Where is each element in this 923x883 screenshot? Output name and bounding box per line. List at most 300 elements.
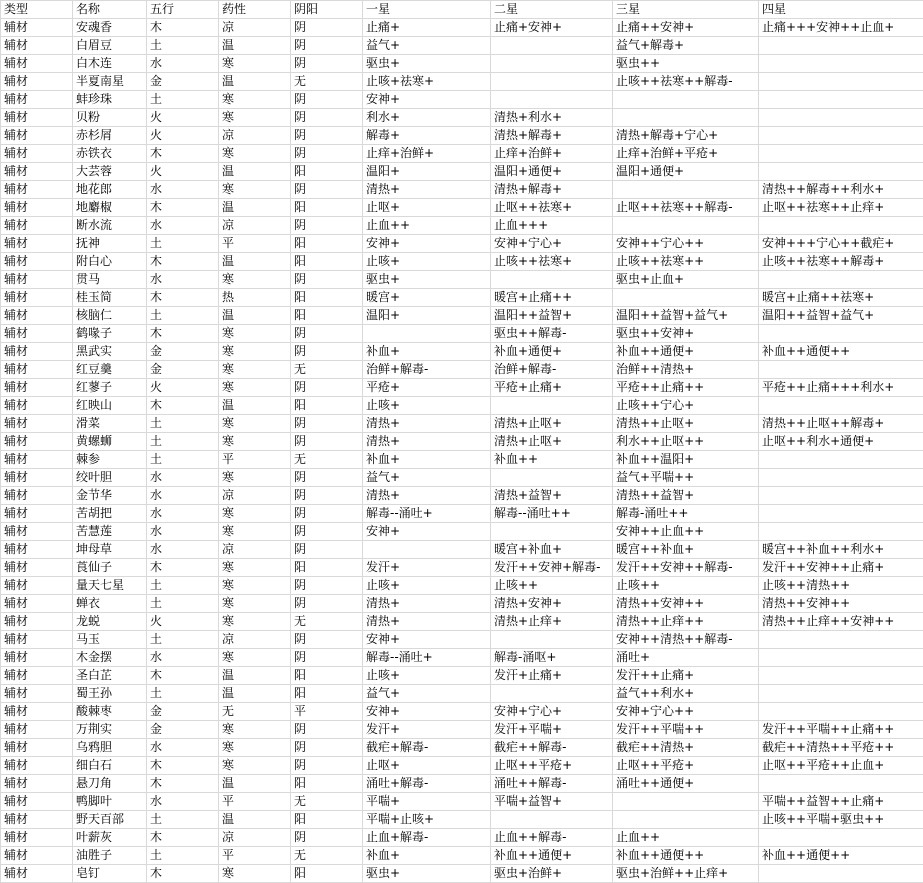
cell-name[interactable]: 滑菜 [73, 415, 147, 433]
cell-star2[interactable] [491, 55, 613, 73]
cell-star2[interactable]: 清热+解毒+ [491, 127, 613, 145]
cell-type[interactable]: 辅材 [1, 829, 73, 847]
cell-name[interactable]: 金节华 [73, 487, 147, 505]
cell-star2[interactable]: 温阳+通便+ [491, 163, 613, 181]
header-element[interactable]: 五行 [147, 1, 219, 19]
cell-star1[interactable]: 驱虫+ [363, 55, 491, 73]
cell-nature[interactable]: 凉 [219, 19, 291, 37]
cell-star4[interactable]: 暖宫++补血++利水+ [759, 541, 923, 559]
cell-star3[interactable]: 驱虫++安神+ [613, 325, 759, 343]
cell-element[interactable]: 金 [147, 361, 219, 379]
cell-nature[interactable]: 温 [219, 685, 291, 703]
cell-star4[interactable] [759, 163, 923, 181]
cell-name[interactable]: 红豆羹 [73, 361, 147, 379]
cell-element[interactable]: 土 [147, 37, 219, 55]
cell-star2[interactable]: 清热+止呕+ [491, 415, 613, 433]
cell-type[interactable]: 辅材 [1, 703, 73, 721]
cell-yinyang[interactable]: 阴 [291, 415, 363, 433]
cell-star1[interactable]: 清热+ [363, 433, 491, 451]
cell-star2[interactable]: 截疟++解毒- [491, 739, 613, 757]
cell-nature[interactable]: 寒 [219, 361, 291, 379]
cell-star3[interactable] [613, 217, 759, 235]
cell-nature[interactable]: 凉 [219, 127, 291, 145]
cell-type[interactable]: 辅材 [1, 271, 73, 289]
cell-star3[interactable]: 清热++安神++ [613, 595, 759, 613]
cell-type[interactable]: 辅材 [1, 73, 73, 91]
cell-yinyang[interactable]: 阴 [291, 829, 363, 847]
cell-element[interactable]: 木 [147, 289, 219, 307]
header-type[interactable]: 类型 [1, 1, 73, 19]
cell-star3[interactable]: 止咳++ [613, 577, 759, 595]
cell-star2[interactable]: 驱虫++解毒- [491, 325, 613, 343]
cell-star4[interactable]: 止痛+++安神++止血+ [759, 19, 923, 37]
cell-nature[interactable]: 寒 [219, 145, 291, 163]
cell-element[interactable]: 木 [147, 253, 219, 271]
cell-yinyang[interactable]: 阴 [291, 145, 363, 163]
cell-yinyang[interactable]: 阴 [291, 433, 363, 451]
cell-type[interactable]: 辅材 [1, 613, 73, 631]
cell-star2[interactable]: 止痛+安神+ [491, 19, 613, 37]
cell-nature[interactable]: 寒 [219, 865, 291, 883]
cell-element[interactable]: 水 [147, 541, 219, 559]
cell-star2[interactable]: 清热+益智+ [491, 487, 613, 505]
cell-element[interactable]: 木 [147, 397, 219, 415]
cell-type[interactable]: 辅材 [1, 217, 73, 235]
cell-star4[interactable] [759, 631, 923, 649]
cell-star2[interactable]: 止咳++ [491, 577, 613, 595]
cell-type[interactable]: 辅材 [1, 109, 73, 127]
cell-yinyang[interactable]: 无 [291, 793, 363, 811]
cell-star3[interactable]: 发汗++止痛+ [613, 667, 759, 685]
cell-type[interactable]: 辅材 [1, 127, 73, 145]
cell-star4[interactable] [759, 325, 923, 343]
cell-star3[interactable]: 止呕++祛寒++解毒- [613, 199, 759, 217]
cell-type[interactable]: 辅材 [1, 541, 73, 559]
cell-star3[interactable]: 安神+宁心++ [613, 703, 759, 721]
cell-name[interactable]: 龙蜕 [73, 613, 147, 631]
cell-star4[interactable]: 清热++止痒++安神++ [759, 613, 923, 631]
cell-yinyang[interactable]: 阴 [291, 595, 363, 613]
cell-nature[interactable]: 寒 [219, 595, 291, 613]
cell-star4[interactable] [759, 91, 923, 109]
cell-star2[interactable] [491, 469, 613, 487]
cell-element[interactable]: 木 [147, 757, 219, 775]
cell-element[interactable]: 水 [147, 739, 219, 757]
cell-nature[interactable]: 寒 [219, 613, 291, 631]
cell-yinyang[interactable]: 无 [291, 73, 363, 91]
cell-yinyang[interactable]: 阴 [291, 109, 363, 127]
cell-nature[interactable]: 寒 [219, 739, 291, 757]
cell-nature[interactable]: 温 [219, 775, 291, 793]
cell-nature[interactable]: 寒 [219, 649, 291, 667]
cell-nature[interactable]: 凉 [219, 631, 291, 649]
cell-name[interactable]: 半夏南星 [73, 73, 147, 91]
cell-element[interactable]: 木 [147, 667, 219, 685]
cell-star2[interactable]: 安神+宁心+ [491, 703, 613, 721]
cell-star4[interactable]: 暖宫+止痛++祛寒+ [759, 289, 923, 307]
cell-element[interactable]: 水 [147, 271, 219, 289]
cell-element[interactable]: 土 [147, 685, 219, 703]
cell-yinyang[interactable]: 阳 [291, 253, 363, 271]
cell-type[interactable]: 辅材 [1, 595, 73, 613]
cell-star1[interactable]: 止血+解毒- [363, 829, 491, 847]
cell-star3[interactable]: 发汗++平喘++ [613, 721, 759, 739]
cell-name[interactable]: 白眉豆 [73, 37, 147, 55]
cell-name[interactable]: 蝉衣 [73, 595, 147, 613]
cell-star4[interactable]: 补血++通便++ [759, 847, 923, 865]
cell-star2[interactable]: 补血++通便+ [491, 847, 613, 865]
header-star1[interactable]: 一星 [363, 1, 491, 19]
cell-type[interactable]: 辅材 [1, 811, 73, 829]
cell-star3[interactable] [613, 793, 759, 811]
cell-star4[interactable]: 安神+++宁心++截疟+ [759, 235, 923, 253]
cell-star4[interactable] [759, 37, 923, 55]
cell-type[interactable]: 辅材 [1, 721, 73, 739]
cell-star4[interactable]: 止呕++平疮++止血+ [759, 757, 923, 775]
cell-nature[interactable]: 温 [219, 307, 291, 325]
cell-nature[interactable]: 平 [219, 793, 291, 811]
cell-name[interactable]: 白木连 [73, 55, 147, 73]
cell-star3[interactable] [613, 811, 759, 829]
cell-element[interactable]: 金 [147, 721, 219, 739]
cell-star2[interactable]: 清热+止呕+ [491, 433, 613, 451]
cell-star1[interactable]: 止痒+治鲜+ [363, 145, 491, 163]
cell-star2[interactable]: 暖宫+止痛++ [491, 289, 613, 307]
cell-type[interactable]: 辅材 [1, 847, 73, 865]
cell-type[interactable]: 辅材 [1, 451, 73, 469]
cell-star4[interactable]: 清热++安神++ [759, 595, 923, 613]
cell-star4[interactable] [759, 217, 923, 235]
cell-star3[interactable]: 驱虫++ [613, 55, 759, 73]
cell-type[interactable]: 辅材 [1, 559, 73, 577]
cell-star2[interactable]: 解毒-涌呕+ [491, 649, 613, 667]
cell-star4[interactable] [759, 487, 923, 505]
cell-star1[interactable]: 治鲜+解毒- [363, 361, 491, 379]
cell-star3[interactable]: 止痒+治鲜+平疮+ [613, 145, 759, 163]
cell-name[interactable]: 鹤喙子 [73, 325, 147, 343]
cell-type[interactable]: 辅材 [1, 685, 73, 703]
cell-nature[interactable]: 温 [219, 253, 291, 271]
cell-star2[interactable]: 止痒+治鲜+ [491, 145, 613, 163]
cell-name[interactable]: 安魂香 [73, 19, 147, 37]
cell-star1[interactable]: 止咳+ [363, 397, 491, 415]
cell-name[interactable]: 黄螺蛳 [73, 433, 147, 451]
cell-star1[interactable]: 涌吐+解毒- [363, 775, 491, 793]
cell-name[interactable]: 油胜子 [73, 847, 147, 865]
cell-type[interactable]: 辅材 [1, 37, 73, 55]
cell-star1[interactable]: 益气+ [363, 685, 491, 703]
header-nature[interactable]: 药性 [219, 1, 291, 19]
cell-star3[interactable]: 止咳++祛寒++解毒- [613, 73, 759, 91]
cell-star2[interactable]: 止血++解毒- [491, 829, 613, 847]
cell-nature[interactable]: 寒 [219, 91, 291, 109]
cell-star1[interactable]: 补血+ [363, 451, 491, 469]
cell-element[interactable]: 木 [147, 325, 219, 343]
cell-yinyang[interactable]: 阴 [291, 19, 363, 37]
cell-name[interactable]: 红蓼子 [73, 379, 147, 397]
cell-type[interactable]: 辅材 [1, 379, 73, 397]
cell-star3[interactable]: 清热+解毒+宁心+ [613, 127, 759, 145]
cell-nature[interactable]: 寒 [219, 181, 291, 199]
cell-star3[interactable]: 发汗++安神++解毒- [613, 559, 759, 577]
cell-star3[interactable]: 暖宫++补血+ [613, 541, 759, 559]
cell-star2[interactable]: 补血++ [491, 451, 613, 469]
cell-type[interactable]: 辅材 [1, 163, 73, 181]
cell-type[interactable]: 辅材 [1, 307, 73, 325]
cell-yinyang[interactable]: 阳 [291, 685, 363, 703]
cell-star1[interactable]: 清热+ [363, 613, 491, 631]
cell-star2[interactable]: 止血+++ [491, 217, 613, 235]
cell-yinyang[interactable]: 阴 [291, 217, 363, 235]
cell-star2[interactable]: 清热+解毒+ [491, 181, 613, 199]
cell-element[interactable]: 木 [147, 19, 219, 37]
cell-element[interactable]: 金 [147, 343, 219, 361]
cell-name[interactable]: 乌鸦胆 [73, 739, 147, 757]
cell-star2[interactable]: 暖宫+补血+ [491, 541, 613, 559]
cell-star4[interactable]: 温阳++益智+益气+ [759, 307, 923, 325]
cell-star4[interactable] [759, 523, 923, 541]
cell-star4[interactable] [759, 775, 923, 793]
cell-star2[interactable]: 温阳++益智+ [491, 307, 613, 325]
cell-star4[interactable] [759, 73, 923, 91]
cell-star3[interactable]: 驱虫+止血+ [613, 271, 759, 289]
cell-element[interactable]: 水 [147, 649, 219, 667]
cell-yinyang[interactable]: 阳 [291, 559, 363, 577]
cell-yinyang[interactable]: 阴 [291, 37, 363, 55]
cell-name[interactable]: 苦慧莲 [73, 523, 147, 541]
cell-element[interactable]: 土 [147, 577, 219, 595]
cell-yinyang[interactable]: 阴 [291, 505, 363, 523]
cell-star1[interactable]: 清热+ [363, 595, 491, 613]
cell-star1[interactable]: 补血+ [363, 847, 491, 865]
cell-star2[interactable]: 驱虫+治鲜+ [491, 865, 613, 883]
cell-star3[interactable]: 补血++通便++ [613, 847, 759, 865]
cell-element[interactable]: 火 [147, 163, 219, 181]
cell-nature[interactable]: 寒 [219, 325, 291, 343]
cell-name[interactable]: 大芸蓉 [73, 163, 147, 181]
cell-yinyang[interactable]: 平 [291, 703, 363, 721]
cell-name[interactable]: 蚌珍珠 [73, 91, 147, 109]
cell-star4[interactable] [759, 649, 923, 667]
cell-name[interactable]: 红映山 [73, 397, 147, 415]
cell-yinyang[interactable]: 阳 [291, 811, 363, 829]
cell-nature[interactable]: 平 [219, 235, 291, 253]
cell-yinyang[interactable]: 阴 [291, 577, 363, 595]
cell-type[interactable]: 辅材 [1, 91, 73, 109]
cell-star3[interactable]: 补血++温阳+ [613, 451, 759, 469]
cell-star1[interactable]: 益气+ [363, 469, 491, 487]
cell-star3[interactable]: 止痛++安神+ [613, 19, 759, 37]
cell-star1[interactable]: 安神+ [363, 703, 491, 721]
cell-star2[interactable]: 止呕++祛寒+ [491, 199, 613, 217]
cell-element[interactable]: 火 [147, 613, 219, 631]
cell-star1[interactable] [363, 541, 491, 559]
cell-element[interactable]: 土 [147, 415, 219, 433]
cell-type[interactable]: 辅材 [1, 181, 73, 199]
cell-yinyang[interactable]: 阳 [291, 235, 363, 253]
cell-star4[interactable] [759, 361, 923, 379]
cell-star3[interactable]: 清热++止痒++ [613, 613, 759, 631]
cell-star1[interactable]: 平喘+ [363, 793, 491, 811]
cell-star1[interactable]: 解毒+ [363, 127, 491, 145]
cell-nature[interactable]: 凉 [219, 829, 291, 847]
cell-name[interactable]: 贯马 [73, 271, 147, 289]
header-name[interactable]: 名称 [73, 1, 147, 19]
cell-name[interactable]: 细白石 [73, 757, 147, 775]
cell-star1[interactable]: 截疟+解毒- [363, 739, 491, 757]
cell-nature[interactable]: 寒 [219, 433, 291, 451]
cell-star1[interactable]: 止痛+ [363, 19, 491, 37]
cell-yinyang[interactable]: 阴 [291, 487, 363, 505]
cell-type[interactable]: 辅材 [1, 523, 73, 541]
cell-star1[interactable]: 发汗+ [363, 559, 491, 577]
cell-star1[interactable]: 暖宫+ [363, 289, 491, 307]
cell-yinyang[interactable]: 阴 [291, 739, 363, 757]
cell-element[interactable]: 水 [147, 181, 219, 199]
cell-star4[interactable]: 截疟++清热++平疮++ [759, 739, 923, 757]
cell-element[interactable]: 水 [147, 523, 219, 541]
cell-star3[interactable]: 止血++ [613, 829, 759, 847]
cell-nature[interactable]: 温 [219, 73, 291, 91]
cell-nature[interactable]: 温 [219, 811, 291, 829]
cell-nature[interactable]: 寒 [219, 757, 291, 775]
cell-element[interactable]: 火 [147, 109, 219, 127]
cell-name[interactable]: 鸭脚叶 [73, 793, 147, 811]
cell-star4[interactable] [759, 703, 923, 721]
cell-nature[interactable]: 温 [219, 667, 291, 685]
cell-type[interactable]: 辅材 [1, 145, 73, 163]
cell-star4[interactable] [759, 865, 923, 883]
cell-yinyang[interactable]: 阳 [291, 865, 363, 883]
cell-star1[interactable]: 补血+ [363, 343, 491, 361]
cell-type[interactable]: 辅材 [1, 361, 73, 379]
header-star2[interactable]: 二星 [491, 1, 613, 19]
cell-star3[interactable]: 截疟++清热+ [613, 739, 759, 757]
cell-yinyang[interactable]: 阳 [291, 289, 363, 307]
cell-star1[interactable]: 止咳+ [363, 577, 491, 595]
cell-element[interactable]: 土 [147, 595, 219, 613]
cell-type[interactable]: 辅材 [1, 649, 73, 667]
cell-yinyang[interactable]: 阴 [291, 91, 363, 109]
cell-name[interactable]: 马玉 [73, 631, 147, 649]
cell-yinyang[interactable]: 阳 [291, 199, 363, 217]
cell-element[interactable]: 水 [147, 487, 219, 505]
cell-nature[interactable]: 寒 [219, 523, 291, 541]
cell-star3[interactable]: 解毒-涌吐++ [613, 505, 759, 523]
cell-star4[interactable] [759, 145, 923, 163]
cell-yinyang[interactable]: 阴 [291, 541, 363, 559]
cell-star4[interactable]: 平喘++益智++止痛+ [759, 793, 923, 811]
cell-star1[interactable]: 驱虫+ [363, 865, 491, 883]
cell-name[interactable]: 野天百部 [73, 811, 147, 829]
cell-name[interactable]: 叶薪灰 [73, 829, 147, 847]
cell-star1[interactable]: 驱虫+ [363, 271, 491, 289]
cell-star2[interactable]: 清热+安神+ [491, 595, 613, 613]
cell-type[interactable]: 辅材 [1, 469, 73, 487]
cell-element[interactable]: 土 [147, 91, 219, 109]
cell-star4[interactable]: 止咳++祛寒++解毒+ [759, 253, 923, 271]
cell-name[interactable]: 地麝椒 [73, 199, 147, 217]
cell-element[interactable]: 土 [147, 847, 219, 865]
header-star4[interactable]: 四星 [759, 1, 923, 19]
cell-star2[interactable]: 清热+利水+ [491, 109, 613, 127]
cell-star3[interactable]: 益气++利水+ [613, 685, 759, 703]
cell-type[interactable]: 辅材 [1, 577, 73, 595]
cell-yinyang[interactable]: 无 [291, 847, 363, 865]
cell-type[interactable]: 辅材 [1, 289, 73, 307]
cell-star3[interactable]: 涌吐++通便+ [613, 775, 759, 793]
cell-star3[interactable]: 利水++止呕++ [613, 433, 759, 451]
cell-nature[interactable]: 凉 [219, 487, 291, 505]
cell-yinyang[interactable]: 阴 [291, 631, 363, 649]
cell-star1[interactable]: 清热+ [363, 487, 491, 505]
cell-star2[interactable]: 止呕++平疮+ [491, 757, 613, 775]
cell-yinyang[interactable]: 无 [291, 451, 363, 469]
cell-star2[interactable] [491, 37, 613, 55]
cell-star4[interactable] [759, 505, 923, 523]
cell-yinyang[interactable]: 阴 [291, 271, 363, 289]
cell-nature[interactable]: 温 [219, 397, 291, 415]
cell-name[interactable]: 木金摆 [73, 649, 147, 667]
cell-type[interactable]: 辅材 [1, 19, 73, 37]
cell-star3[interactable]: 安神++宁心++ [613, 235, 759, 253]
cell-star2[interactable]: 安神+宁心+ [491, 235, 613, 253]
cell-name[interactable]: 赤杉屑 [73, 127, 147, 145]
cell-yinyang[interactable]: 无 [291, 613, 363, 631]
cell-star3[interactable]: 止咳++宁心+ [613, 397, 759, 415]
cell-yinyang[interactable]: 阴 [291, 757, 363, 775]
cell-element[interactable]: 金 [147, 703, 219, 721]
cell-yinyang[interactable]: 阴 [291, 379, 363, 397]
cell-nature[interactable]: 寒 [219, 469, 291, 487]
cell-name[interactable]: 断水流 [73, 217, 147, 235]
cell-star4[interactable]: 止咳++平喘+驱虫++ [759, 811, 923, 829]
cell-type[interactable]: 辅材 [1, 757, 73, 775]
cell-type[interactable]: 辅材 [1, 415, 73, 433]
cell-name[interactable]: 苦胡把 [73, 505, 147, 523]
cell-name[interactable]: 桂玉简 [73, 289, 147, 307]
cell-nature[interactable]: 寒 [219, 271, 291, 289]
cell-yinyang[interactable]: 阳 [291, 775, 363, 793]
cell-star3[interactable]: 清热++益智+ [613, 487, 759, 505]
cell-star3[interactable] [613, 181, 759, 199]
cell-nature[interactable]: 温 [219, 37, 291, 55]
cell-star1[interactable]: 止呕+ [363, 199, 491, 217]
cell-element[interactable]: 土 [147, 307, 219, 325]
cell-element[interactable]: 水 [147, 55, 219, 73]
cell-type[interactable]: 辅材 [1, 505, 73, 523]
cell-type[interactable]: 辅材 [1, 325, 73, 343]
cell-name[interactable]: 坤母草 [73, 541, 147, 559]
cell-nature[interactable]: 温 [219, 199, 291, 217]
cell-yinyang[interactable]: 阴 [291, 649, 363, 667]
cell-type[interactable]: 辅材 [1, 397, 73, 415]
cell-star4[interactable]: 止呕++祛寒++止痒+ [759, 199, 923, 217]
cell-star4[interactable]: 发汗++平喘++止痛++ [759, 721, 923, 739]
cell-star3[interactable]: 平疮++止痛++ [613, 379, 759, 397]
cell-yinyang[interactable]: 阳 [291, 307, 363, 325]
cell-star1[interactable]: 平喘+止咳+ [363, 811, 491, 829]
cell-name[interactable]: 抚神 [73, 235, 147, 253]
cell-star1[interactable]: 止血++ [363, 217, 491, 235]
cell-nature[interactable]: 凉 [219, 217, 291, 235]
cell-star4[interactable] [759, 109, 923, 127]
cell-star4[interactable] [759, 685, 923, 703]
cell-star2[interactable]: 补血+通便+ [491, 343, 613, 361]
cell-star1[interactable]: 止咳+ [363, 253, 491, 271]
cell-element[interactable]: 水 [147, 505, 219, 523]
cell-star4[interactable] [759, 469, 923, 487]
